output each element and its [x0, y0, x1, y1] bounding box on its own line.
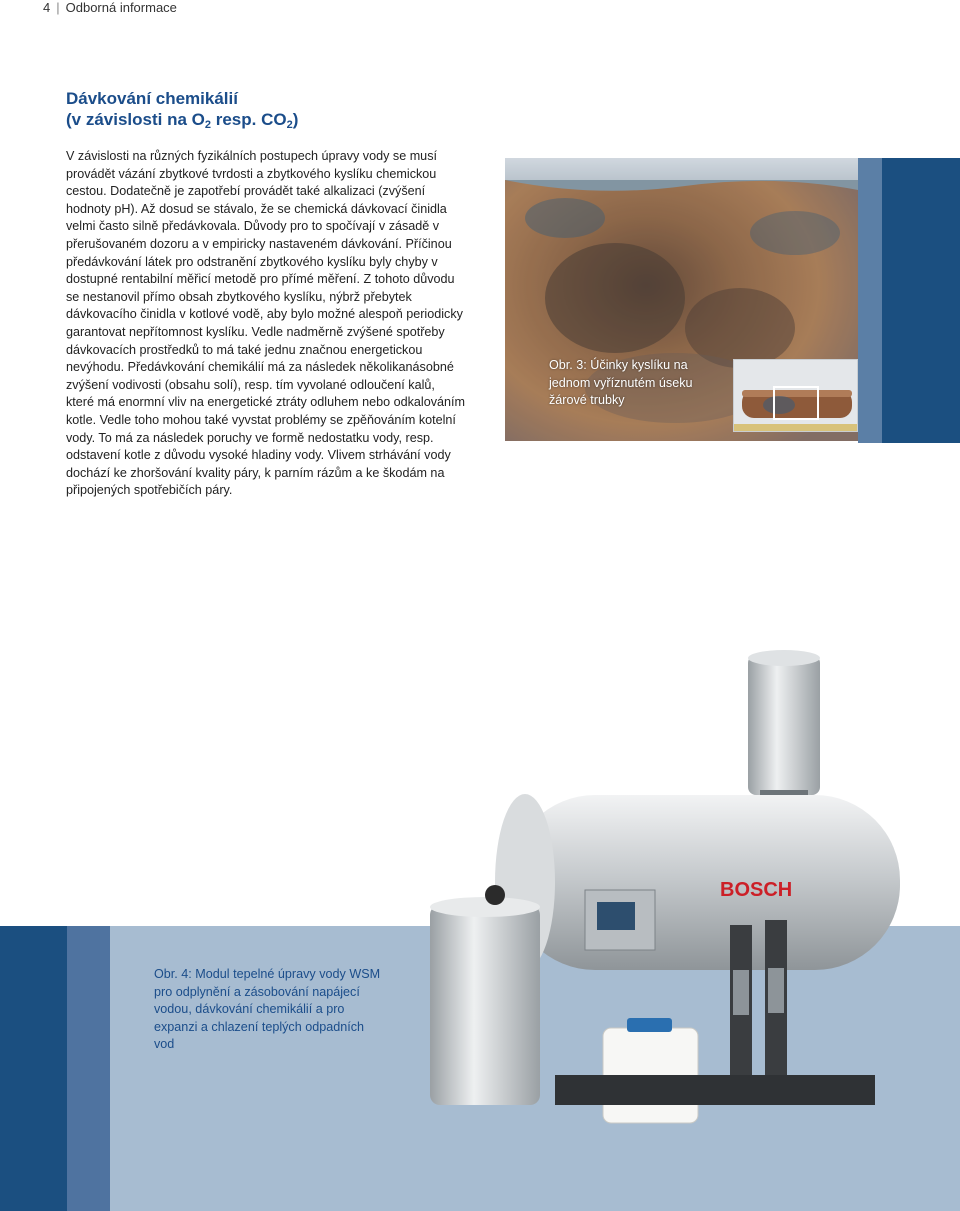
title-line-2b: resp. CO — [211, 110, 287, 129]
decor-band-dark — [0, 926, 67, 1211]
figure-4-caption: Obr. 4: Modul tepelné úpravy vody WSM pro odplynění a zásobování napájecí vodou, dávkování chemikálií a pro expanzi a chlazení teplých odpadních vod — [154, 967, 381, 1052]
section-name: Odborná informace — [65, 0, 177, 15]
article-title — [66, 88, 466, 136]
title-subscript-o2: 2 — [204, 119, 212, 131]
pipe-section-thumbnail — [733, 359, 858, 432]
title-line-1: Dávkování chemikálií — [66, 89, 238, 108]
bosch-brand-label: BOSCH — [720, 879, 793, 901]
title-line-2a: (v závislosti na O — [66, 110, 205, 129]
header-separator: | — [56, 0, 60, 15]
water-treatment-module-photo — [415, 650, 905, 1130]
decor-band-mid — [67, 926, 110, 1211]
title-line-2c: ) — [292, 110, 299, 129]
page-header — [43, 0, 177, 20]
article-body: V závislosti na různých fyzikálních postupech úpravy vody se musí provádět vázání zbytkové tvrdosti a zbytkového kyslíku chemickou cestou. Dodatečně je zapotřebí provádět také alkalizaci (zvýšení hodnoty pH). Až dosud se stávalo, že se chemická dávkovací činidla velmi často silně předávkovala. Důvody pro to spočívají v zásadě v přerušovaném dozoru a v empiricky nastaveném dávkování. Příčinou předávkování látek pro odstranění zbytkového kyslíku byly chyby v dostupné rentabilní měřicí metodě pro přímé měření. Z tohoto důvodu se nestanovil přímo obsah zbytkového kyslíku, nýbrž přebytek dávkovacího činidla v kotlové vodě, aby bylo možné alespoň periodicky garantovat nepřítomnost kyslíku. Vedle nadměrně zvýšené spotřeby dávkovacích prostředků to má také jednu značnou energetickou nevýhodu. Předávkování chemikálií má za následek několikanásobné zvýšení vodivosti (obsahu solí), resp. tím vyvolané odloučení kalů, které má enormní vliv na energetické ztráty odluhem nebo odkalováním kotle. Vedle toho mohou také vyvstat problémy se zpěňováním kotelní vody. To má za následek poruchy ve formě nedostatku vody, resp. odstavení kotle z důvodu vysoké hladiny vody. Vlivem strhávání vody dochází ke zhoršování kvality páry, k parním rázům a ke škodám na připojených spotřebičích páry. — [66, 149, 466, 498]
figure-3-caption: Obr. 3: Účinky kyslíku na jednom vyříznutém úseku žárové trubky — [549, 358, 693, 408]
title-subscript-co2: 2 — [286, 119, 293, 131]
decor-stripe-dark — [882, 158, 960, 443]
decor-stripe-mid — [858, 158, 882, 443]
page-number: 4 — [43, 0, 51, 15]
